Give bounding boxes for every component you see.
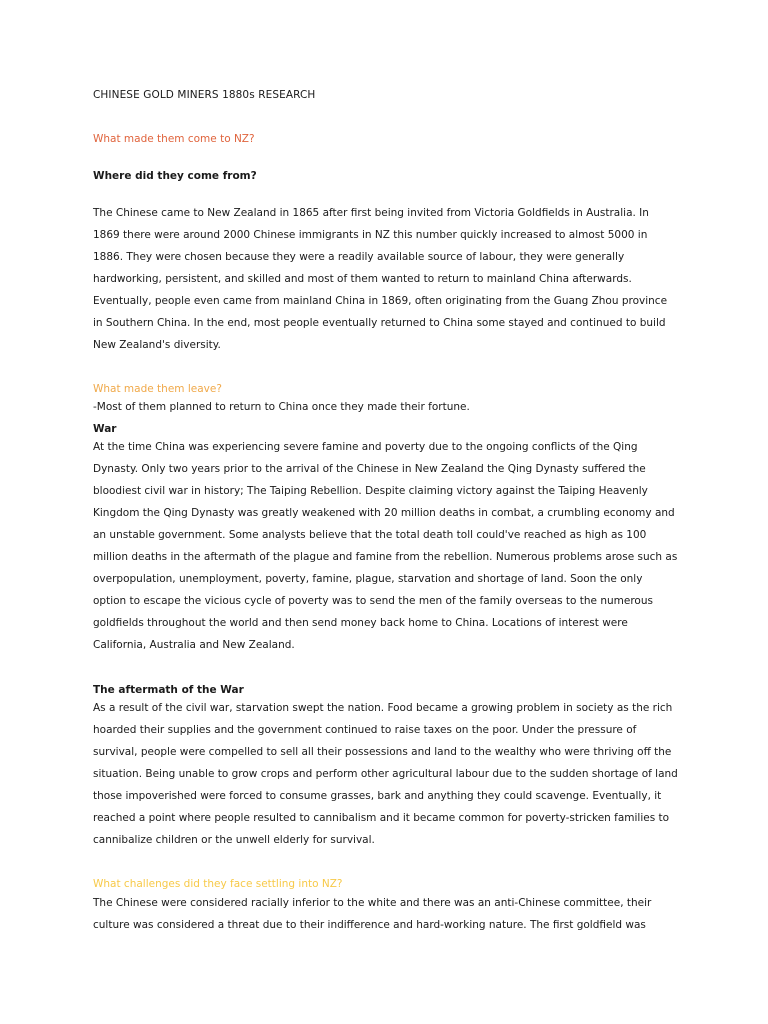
question-heading-challenges: What challenges did they face settling into NZ?	[93, 878, 343, 890]
question-heading-leave: What made them leave?	[93, 383, 222, 395]
paragraph-leave-note: -Most of them planned to return to China once they made their fortune.	[93, 401, 470, 413]
subheading-war: War	[93, 423, 117, 435]
document-title: CHINESE GOLD MINERS 1880s RESEARCH	[93, 89, 316, 101]
subheading-aftermath: The aftermath of the War	[93, 684, 244, 696]
paragraph-aftermath: As a result of the civil war, starvation swept the nation. Food became a growing problem in society as the rich hoarded their supplies and the government continued to raise taxes on the poor. Under the pressure of survival, people were compelled to sell all their possessions and land to the wealthy who were thriving off the situation. Being unable to grow crops and perform other agricultural labour due to the sudden shortage of land those impoverished were forced to consume grasses, bark and anything they could scavenge. Eventually, it reached a point where people resulted to cannibalism and it became common for poverty-stricken families to cannibalize children or the unwell elderly for survival.	[93, 702, 678, 846]
subheading-where: Where did they come from?	[93, 170, 257, 182]
paragraph-where: The Chinese came to New Zealand in 1865 after first being invited from Victoria Goldfields in Australia. In 1869 there were around 2000 Chinese immigrants in NZ this number quickly increased to almost 5000 in 1886. They were chosen because they were a readily available source of labour, they were generally hardworking, persistent, and skilled and most of them wanted to return to mainland China afterwards. Eventually, people even came from mainland China in 1869, often originating from the Guang Zhou province in Southern China. In the end, most people eventually returned to China some stayed and continued to build New Zealand's diversity.	[93, 207, 668, 351]
paragraph-war: At the time China was experiencing severe famine and poverty due to the ongoing conflicts of the Qing Dynasty. Only two years prior to the arrival of the Chinese in New Zealand the Qing Dynasty suffered the bloodiest civil war in history; The Taiping Rebellion. Despite claiming victory against the Taiping Heavenly Kingdom the Qing Dynasty was greatly weakened with 20 million deaths in combat, a crumbling economy and an unstable government. Some analysts believe that the total death toll could've reached as high as 100 million deaths in the aftermath of the plague and famine from the rebellion. Numerous problems arose such as overpopulation, unemployment, poverty, famine, plague, starvation and shortage of land. Soon the only option to escape the vicious cycle of poverty was to send the men of the family overseas to the numerous goldfields throughout the world and then send money back home to China. Locations of interest were California, Australia and New Zealand.	[93, 441, 678, 651]
paragraph-challenges: The Chinese were considered racially inferior to the white and there was an anti-Chinese committee, their culture was considered a threat due to their indifference and hard-working nature. The first goldfield was	[93, 897, 652, 931]
question-heading-come: What made them come to NZ?	[93, 133, 255, 145]
